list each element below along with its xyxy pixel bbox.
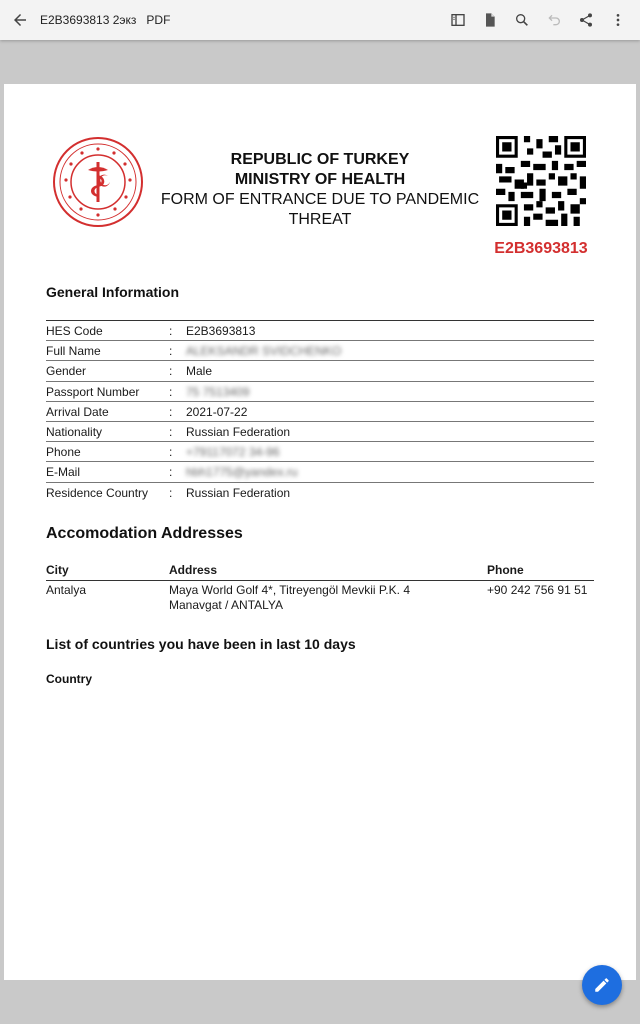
heading-line-1: REPUBLIC OF TURKEY (230, 151, 410, 168)
info-label: Residence Country (46, 485, 149, 500)
more-icon (610, 12, 626, 28)
info-row-residence-country: Residence Country : Russian Federation (46, 485, 291, 500)
document-heading (155, 150, 485, 230)
countries-heading: List of countries you have been in last 10 days (46, 636, 356, 652)
info-value-redacted: 75 7513409 (186, 384, 250, 399)
info-value: 2021-07-22 (186, 404, 248, 419)
back-button[interactable] (0, 0, 40, 40)
ministry-emblem-icon (52, 136, 144, 228)
accommodation-city: Antalya (46, 583, 87, 597)
accommodation-phone: +90 242 756 91 51 (487, 583, 588, 597)
info-value: Russian Federation (186, 485, 291, 500)
search-icon (514, 12, 530, 28)
undo-button[interactable] (538, 0, 570, 40)
form-code-label: E2B3693813 (494, 240, 588, 257)
accommodation-heading: Accomodation Addresses (46, 525, 243, 542)
info-label: Arrival Date (46, 404, 109, 419)
info-value: Male (186, 364, 213, 379)
document-icon (482, 12, 498, 28)
info-row-hes-code: HES Code : E2B3693813 (46, 321, 594, 341)
document-info-button[interactable] (474, 0, 506, 40)
accommodation-table (46, 561, 594, 615)
info-row-phone: Phone : +79117072 34-96 (46, 442, 594, 462)
heading-line-4: THREAT (288, 211, 352, 228)
info-row-arrival-date: Arrival Date : 2021-07-22 (46, 402, 594, 422)
accommodation-header-row (46, 561, 594, 581)
back-arrow-icon (11, 11, 29, 29)
info-row-email: E-Mail : hbh1775@yandex.ru (46, 462, 594, 482)
info-value-redacted: +79117072 34-96 (186, 445, 280, 460)
column-header-phone: Phone (487, 563, 524, 577)
country-column-header: Country (46, 672, 92, 686)
search-button[interactable] (506, 0, 538, 40)
info-label: Nationality (46, 424, 103, 439)
accommodation-address (169, 583, 410, 612)
info-value: Russian Federation (186, 424, 291, 439)
info-row-full-name: Full Name : ALEKSANDR SVIDCHENKO (46, 341, 594, 361)
info-value: E2B3693813 (186, 324, 256, 338)
column-header-address: Address (169, 563, 218, 577)
info-value-redacted: hbh1775@yandex.ru (186, 465, 298, 480)
undo-icon (546, 12, 562, 28)
info-row-nationality: Nationality : Russian Federation (46, 422, 594, 442)
info-label: Passport Number (46, 384, 140, 399)
address-line-2: Manavgat / ANTALYA (169, 598, 284, 612)
view-mode-icon (450, 12, 466, 28)
info-row-gender: Gender : Male (46, 361, 594, 381)
info-label: HES Code (46, 324, 103, 338)
general-information-heading: General Information (46, 284, 180, 300)
edit-fab-button[interactable] (582, 965, 622, 1005)
column-header-city: City (46, 563, 69, 577)
file-name: E2B3693813 2экз (40, 13, 137, 27)
address-line-1: Maya World Golf 4*, Titreyengöl Mevkii P.K. 4 (169, 583, 410, 597)
info-value-redacted: ALEKSANDR SVIDCHENKO (186, 344, 342, 359)
share-button[interactable] (570, 0, 602, 40)
heading-line-2: MINISTRY OF HEALTH (234, 171, 406, 188)
info-label: Full Name (46, 344, 101, 359)
info-label: Phone (46, 445, 81, 460)
document-title (40, 13, 170, 27)
general-info-table (46, 320, 594, 502)
share-icon (578, 12, 594, 28)
pencil-icon (593, 976, 611, 994)
qr-code-icon (496, 136, 586, 226)
info-label: Gender (46, 364, 87, 379)
heading-line-3: FORM OF ENTRANCE DUE TO PANDEMIC (160, 191, 480, 208)
more-button[interactable] (602, 0, 634, 40)
app-toolbar (0, 0, 640, 40)
view-mode-button[interactable] (442, 0, 474, 40)
table-row (46, 581, 594, 615)
info-label: E-Mail (46, 465, 81, 480)
info-row-passport: Passport Number : 75 7513409 (46, 382, 594, 402)
file-type-label: PDF (146, 13, 171, 27)
